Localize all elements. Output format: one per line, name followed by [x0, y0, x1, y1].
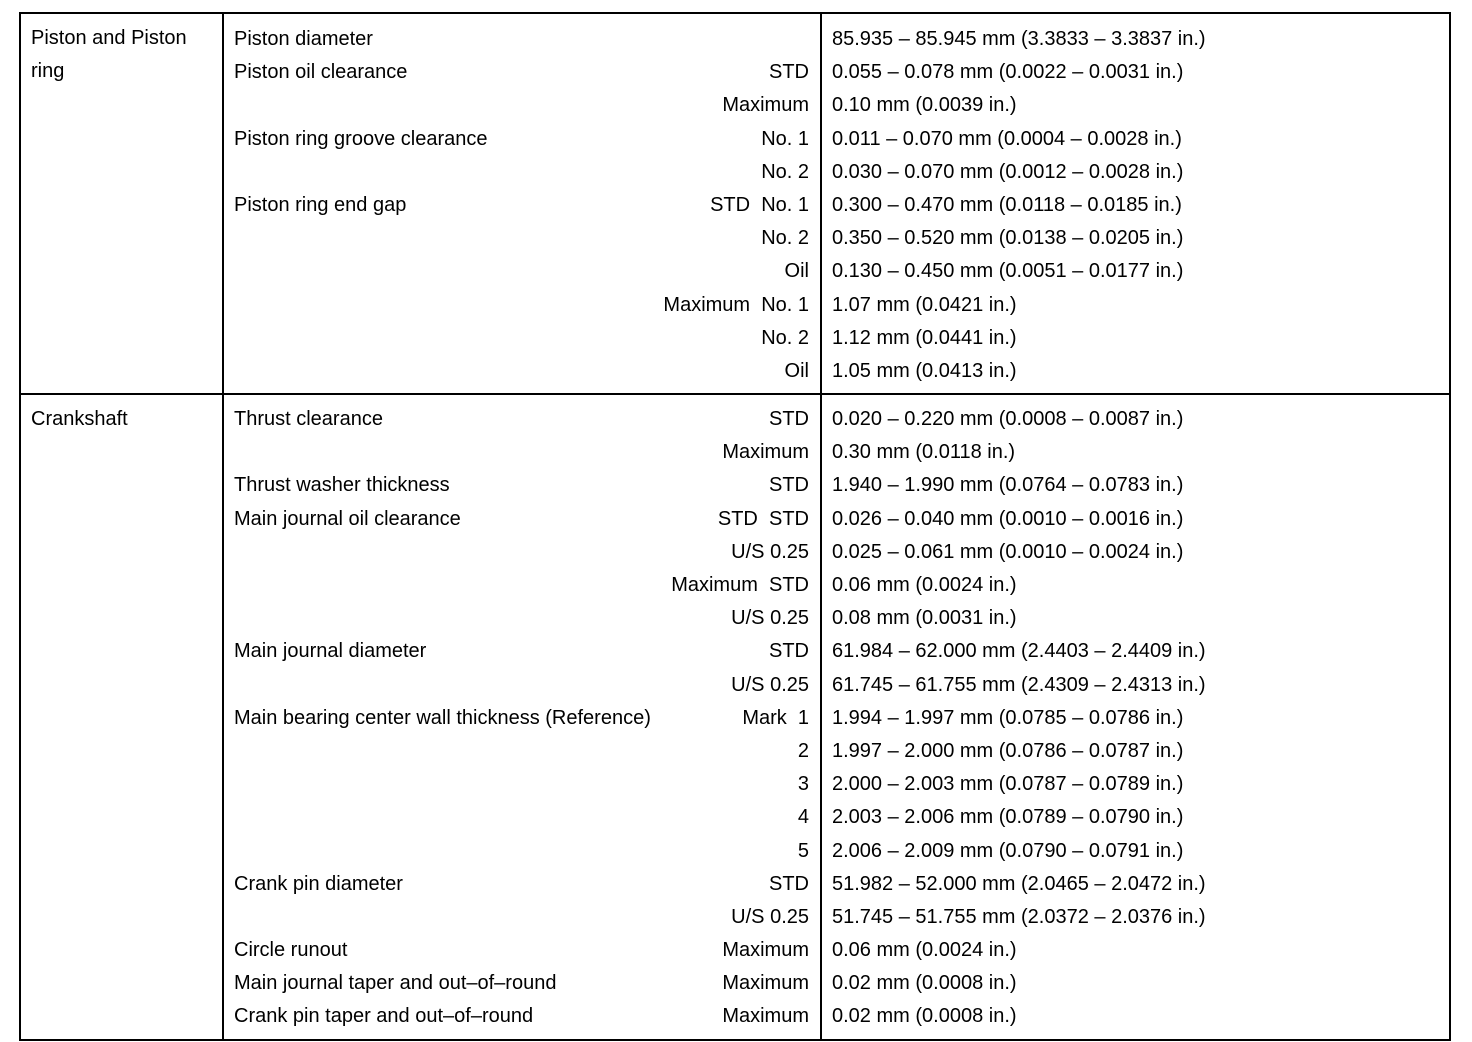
- spec-value: 51.982 – 52.000 mm (2.0465 – 2.0472 in.): [832, 872, 1206, 895]
- condition-label: Maximum: [722, 1005, 809, 1028]
- spec-section: [21, 14, 1449, 393]
- condition-label: Oil: [784, 359, 809, 382]
- condition-label: Maximum: [722, 939, 809, 962]
- condition-label: U/S 0.25: [731, 905, 809, 928]
- spec-value: 1.994 – 1.997 mm (0.0785 – 0.0786 in.): [832, 706, 1184, 729]
- spec-row: [234, 569, 809, 602]
- condition-label: Maximum STD: [671, 574, 809, 596]
- condition-label: Maximum: [722, 441, 809, 464]
- spec-row: [234, 436, 809, 469]
- condition-label: No. 2: [761, 326, 809, 349]
- condition-label: U/S 0.25: [731, 673, 809, 696]
- spec-value: 61.745 – 61.755 mm (2.4309 – 2.4313 in.): [832, 673, 1206, 696]
- condition-label: Oil: [784, 260, 809, 283]
- condition-label: 3: [797, 773, 809, 796]
- item-label: Piston ring end gap: [234, 193, 407, 216]
- condition-label: Maximum: [722, 94, 809, 117]
- spec-row: [234, 967, 809, 1000]
- item-label: Crank pin diameter: [234, 872, 403, 895]
- condition-label: 4: [797, 806, 809, 829]
- spec-row: [234, 23, 809, 56]
- spec-section: [21, 393, 1449, 1039]
- spec-value: 0.026 – 0.040 mm (0.0010 – 0.0016 in.): [832, 507, 1184, 530]
- item-label: Main journal oil clearance: [234, 507, 461, 530]
- condition-label: STD STD: [717, 507, 809, 530]
- condition-label: 2: [797, 739, 809, 762]
- spec-row: [234, 89, 809, 122]
- spec-row: [234, 469, 809, 502]
- item-label: Main journal diameter: [234, 640, 427, 663]
- spec-value: 2.003 – 2.006 mm (0.0789 – 0.0790 in.): [832, 806, 1184, 829]
- spec-table: [19, 12, 1451, 1041]
- spec-value: 0.08 mm (0.0031 in.): [832, 607, 1017, 630]
- item-column: [224, 14, 822, 393]
- item-label: Piston oil clearance: [234, 61, 408, 84]
- condition-label: STD: [769, 61, 809, 84]
- condition-label: STD No. 1: [710, 193, 809, 216]
- spec-value: 0.06 mm (0.0024 in.): [832, 574, 1017, 596]
- spec-row: [234, 868, 809, 901]
- spec-value: 0.011 – 0.070 mm (0.0004 – 0.0028 in.): [832, 127, 1182, 150]
- item-label: Piston diameter: [234, 28, 373, 50]
- value-column: [822, 14, 1449, 393]
- spec-row: [234, 635, 809, 668]
- spec-row: [234, 1000, 809, 1033]
- spec-value: 0.30 mm (0.0118 in.): [832, 441, 1016, 464]
- item-label: Thrust clearance: [234, 408, 383, 431]
- condition-label: No. 2: [761, 160, 809, 183]
- condition-label: STD: [769, 640, 809, 663]
- condition-label: 5: [797, 839, 809, 862]
- item-label: Piston ring groove clearance: [234, 127, 488, 150]
- item-label: Crank pin taper and out–of–round: [234, 1005, 534, 1028]
- spec-row: [234, 56, 809, 89]
- spec-row: [234, 702, 809, 735]
- spec-value: 1.07 mm (0.0421 in.): [832, 293, 1017, 316]
- condition-label: Maximum No. 1: [663, 293, 809, 316]
- spec-value: 51.745 – 51.755 mm (2.0372 – 2.0376 in.): [832, 905, 1206, 928]
- spec-value: 1.940 – 1.990 mm (0.0764 – 0.0783 in.): [832, 474, 1184, 497]
- spec-value: 0.130 – 0.450 mm (0.0051 – 0.0177 in.): [832, 260, 1184, 283]
- spec-value: 0.06 mm (0.0024 in.): [832, 939, 1017, 962]
- condition-label: Mark 1: [742, 706, 809, 729]
- spec-row: [234, 255, 809, 288]
- spec-value: 2.000 – 2.003 mm (0.0787 – 0.0789 in.): [832, 773, 1184, 796]
- condition-label: STD: [769, 408, 809, 431]
- category-cell: [21, 395, 224, 1039]
- spec-row: [234, 322, 809, 355]
- condition-label: STD: [769, 474, 809, 497]
- spec-value: 0.020 – 0.220 mm (0.0008 – 0.0087 in.): [832, 408, 1184, 431]
- spec-row: [234, 801, 809, 834]
- spec-row: [234, 669, 809, 702]
- spec-row: [234, 835, 809, 868]
- spec-value: 2.006 – 2.009 mm (0.0790 – 0.0791 in.): [832, 839, 1184, 862]
- spec-value: 85.935 – 85.945 mm (3.3833 – 3.3837 in.): [832, 28, 1206, 50]
- condition-label: Maximum: [722, 972, 809, 995]
- spec-row: [234, 901, 809, 934]
- spec-value: 0.030 – 0.070 mm (0.0012 – 0.0028 in.): [832, 160, 1184, 183]
- condition-label: U/S 0.25: [731, 540, 809, 563]
- value-column: [822, 395, 1449, 1039]
- spec-row: [234, 156, 809, 189]
- category-cell: [21, 14, 224, 393]
- spec-row: [234, 355, 809, 388]
- spec-row: [234, 222, 809, 255]
- spec-row: [234, 123, 809, 156]
- spec-value: 1.05 mm (0.0413 in.): [832, 359, 1017, 382]
- spec-row: [234, 536, 809, 569]
- spec-value: 0.350 – 0.520 mm (0.0138 – 0.0205 in.): [832, 227, 1184, 250]
- item-label: Main bearing center wall thickness (Reference): [234, 706, 651, 729]
- spec-value: 1.997 – 2.000 mm (0.0786 – 0.0787 in.): [832, 739, 1184, 762]
- item-label: Circle runout: [234, 939, 348, 962]
- condition-label: STD: [769, 872, 809, 895]
- spec-value: 0.300 – 0.470 mm (0.0118 – 0.0185 in.): [832, 193, 1182, 216]
- condition-label: U/S 0.25: [731, 607, 809, 630]
- item-label: Main journal taper and out–of–round: [234, 972, 557, 995]
- spec-row: [234, 503, 809, 536]
- spec-row: [234, 735, 809, 768]
- spec-value: 0.055 – 0.078 mm (0.0022 – 0.0031 in.): [832, 61, 1184, 84]
- spec-value: 61.984 – 62.000 mm (2.4403 – 2.4409 in.): [832, 640, 1206, 663]
- spec-row: [234, 768, 809, 801]
- category-label: Crankshaft: [31, 408, 128, 431]
- spec-value: 0.02 mm (0.0008 in.): [832, 972, 1017, 995]
- item-column: [224, 395, 822, 1039]
- spec-value: 0.02 mm (0.0008 in.): [832, 1005, 1017, 1028]
- spec-row: [234, 289, 809, 322]
- spec-value: 0.025 – 0.061 mm (0.0010 – 0.0024 in.): [832, 540, 1184, 563]
- spec-row: [234, 403, 809, 436]
- spec-value: 1.12 mm (0.0441 in.): [832, 326, 1017, 349]
- item-label: Thrust washer thickness: [234, 474, 450, 497]
- spec-row: [234, 602, 809, 635]
- spec-row: [234, 189, 809, 222]
- condition-label: No. 2: [761, 227, 809, 250]
- category-label: Piston and Piston ring: [31, 27, 187, 82]
- spec-value: 0.10 mm (0.0039 in.): [832, 94, 1017, 117]
- spec-row: [234, 934, 809, 967]
- condition-label: No. 1: [761, 127, 809, 150]
